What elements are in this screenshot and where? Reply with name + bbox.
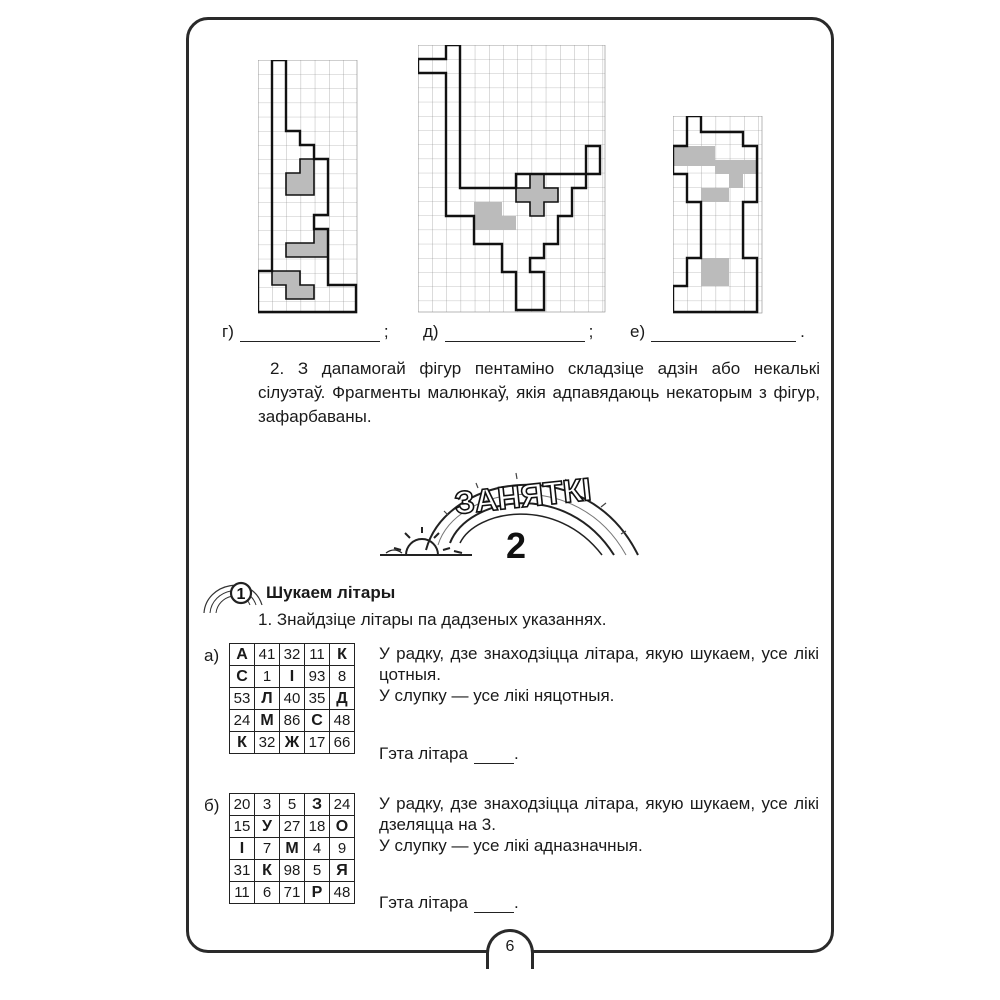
grid-cell: 27 <box>280 816 305 838</box>
pentomino-puzzle-e <box>673 116 763 314</box>
answer-blank-e[interactable] <box>651 325 796 342</box>
grid-cell: 7 <box>255 838 280 860</box>
page-number: 6 <box>505 938 515 955</box>
grid-row <box>230 644 355 666</box>
grid-cell: 8 <box>330 666 355 688</box>
letter-grid-a <box>229 643 355 754</box>
grid-cell: К <box>330 644 355 666</box>
grid-cell: 86 <box>280 710 305 732</box>
grid-row <box>230 710 355 732</box>
subtask-1-text: 1. Знайдзіце літары па дадзеных указаннях. <box>258 610 607 629</box>
grid-cell: 4 <box>305 838 330 860</box>
banner-lesson-number: 2 <box>505 525 527 566</box>
pentomino-puzzle-g <box>258 60 358 314</box>
item-b-answer-blank[interactable] <box>474 897 514 913</box>
grid-cell: 5 <box>280 794 305 816</box>
grid-cell: М <box>280 838 305 860</box>
grid-cell: К <box>255 860 280 882</box>
grid-cell: Р <box>305 882 330 904</box>
page-number-tab <box>486 929 534 969</box>
lesson-banner <box>376 455 656 570</box>
puzzle-separator-g: ; <box>383 322 389 341</box>
item-b-answer: Гэта літара . <box>379 893 519 912</box>
grid-cell: 1 <box>255 666 280 688</box>
grid-cell: К <box>230 732 255 754</box>
task-2-text: 2. З дапамогай фігур пентаміно складзіце адзін або некалькі сілуэтаў. Фрагменты малюнкаў, якія адпавядаюць некаторым з фігур, зафарбаваны. <box>258 359 820 426</box>
grid-cell: У <box>255 816 280 838</box>
grid-cell: 24 <box>230 710 255 732</box>
item-a-row-rule: У радку, дзе знаходзіцца літара, якую шукаем, усе лікі цотныя. <box>379 644 819 684</box>
grid-cell: 18 <box>305 816 330 838</box>
grid-row <box>230 666 355 688</box>
grid-cell: С <box>305 710 330 732</box>
item-label-b: б) <box>204 796 220 815</box>
item-b-description <box>379 793 819 856</box>
grid-cell: 11 <box>305 644 330 666</box>
section-title: Шукаем літары <box>266 583 396 602</box>
puzzle-label-d: д) <box>423 322 439 341</box>
grid-cell: 32 <box>255 732 280 754</box>
grid-cell: 35 <box>305 688 330 710</box>
grid-cell: 3 <box>255 794 280 816</box>
grid-cell: І <box>230 838 255 860</box>
grid-row <box>230 882 355 904</box>
grid-cell: Я <box>330 860 355 882</box>
grid-cell: Д <box>330 688 355 710</box>
banner-title: ЗАНЯТКІ <box>452 470 593 522</box>
grid-cell: 40 <box>280 688 305 710</box>
grid-cell: 6 <box>255 882 280 904</box>
grid-cell: І <box>280 666 305 688</box>
answer-line-e <box>630 322 805 342</box>
item-a-description <box>379 643 819 706</box>
grid-cell: 32 <box>280 644 305 666</box>
puzzle-separator-d: ; <box>588 322 594 341</box>
grid-cell: З <box>305 794 330 816</box>
puzzle-label-g: г) <box>222 322 234 341</box>
grid-cell: О <box>330 816 355 838</box>
puzzle-separator-e: . <box>800 322 805 341</box>
item-b-row-rule: У радку, дзе знаходзіцца літара, якую шукаем, усе лікі дзеляцца на 3. <box>379 794 819 834</box>
grid-cell: 24 <box>330 794 355 816</box>
grid-cell: 41 <box>255 644 280 666</box>
grid-row <box>230 860 355 882</box>
grid-row <box>230 732 355 754</box>
grid-cell: 66 <box>330 732 355 754</box>
grid-cell: 48 <box>330 882 355 904</box>
section-number: 1 <box>236 586 246 603</box>
grid-cell: 98 <box>280 860 305 882</box>
grid-cell: 11 <box>230 882 255 904</box>
grid-cell: 71 <box>280 882 305 904</box>
grid-cell: 20 <box>230 794 255 816</box>
grid-cell: С <box>230 666 255 688</box>
grid-cell: 9 <box>330 838 355 860</box>
grid-cell: 15 <box>230 816 255 838</box>
item-a-answer: Гэта літара . <box>379 744 519 763</box>
grid-row <box>230 794 355 816</box>
item-a-answer-blank[interactable] <box>474 748 514 764</box>
item-label-a: а) <box>204 646 220 665</box>
item-a-column-rule: У слупку — усе лікі няцотныя. <box>379 686 615 705</box>
grid-cell: А <box>230 644 255 666</box>
answer-blank-d[interactable] <box>445 325 585 342</box>
grid-cell: Л <box>255 688 280 710</box>
letter-grid-b <box>229 793 355 904</box>
grid-cell: 93 <box>305 666 330 688</box>
answer-line-d <box>423 322 593 342</box>
grid-cell: 53 <box>230 688 255 710</box>
item-b-column-rule: У слупку — усе лікі аднaзначныя. <box>379 836 643 855</box>
grid-cell: 31 <box>230 860 255 882</box>
grid-row <box>230 838 355 860</box>
pentomino-puzzle-d <box>418 45 606 313</box>
section-number-badge <box>200 575 264 615</box>
grid-row <box>230 816 355 838</box>
grid-cell: М <box>255 710 280 732</box>
grid-cell: Ж <box>280 732 305 754</box>
puzzle-label-e: е) <box>630 322 646 341</box>
grid-cell: 17 <box>305 732 330 754</box>
grid-cell: 48 <box>330 710 355 732</box>
grid-cell: 5 <box>305 860 330 882</box>
grid-row <box>230 688 355 710</box>
answer-blank-g[interactable] <box>240 325 380 342</box>
answer-line-g <box>222 322 389 342</box>
